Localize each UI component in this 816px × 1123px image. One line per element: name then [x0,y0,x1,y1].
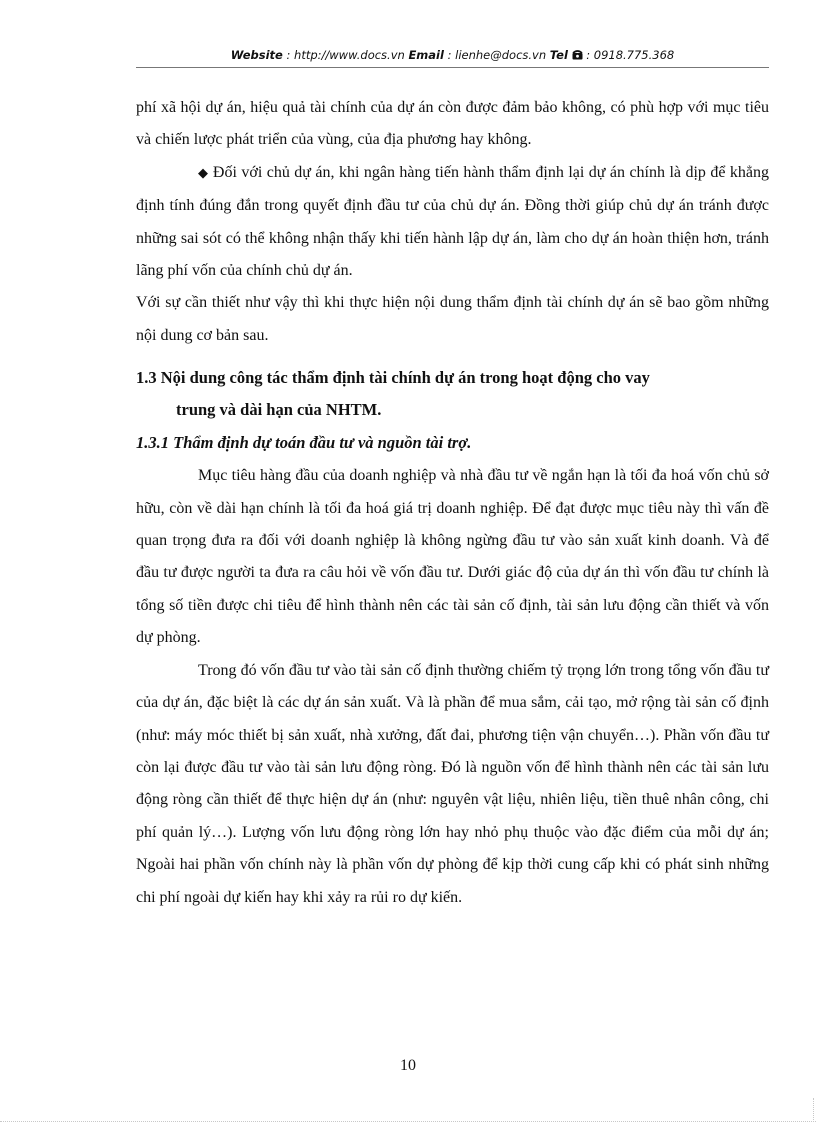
page-bottom-border [0,1121,816,1122]
paragraph-4: Mục tiêu hàng đầu của doanh nghiệp và nhà đầu tư về ngắn hạn là tối đa hoá vốn chủ sở hữu, còn về dài hạn chính là tối đa hoá giá trị doanh nghiệp. Để đạt được mục tiêu này thì vấn đề quan trọng đưa ra đối với doanh nghiệp là không ngừng đầu tư vào sản xuất kinh doanh. Và để đầu tư được người ta đưa ra câu hỏi về vốn đầu tư. Dưới giác độ của dự án thì vốn đầu tư chính là tổng số tiền được chi tiêu để hình thành nên các tài sản cố định, tài sản lưu động cần thiết và vốn dự phòng. [136,467,769,647]
website-value: : http://www.docs.vn [282,48,409,62]
tel-value: : 0918.775.368 [586,48,675,62]
email-value: : lienhe@docs.vn [443,48,550,62]
subsection-heading-1-3-1: 1.3.1 Thẩm định dự toán đầu tư và nguồn tài trợ. [136,433,472,453]
document-body [136,92,769,914]
diamond-bullet-icon: ◆ [198,165,209,181]
page-number: 10 [400,1057,416,1074]
website-label: Website [230,48,283,62]
section-heading-1-3 [136,362,769,426]
paragraph-2-text: Đối với chủ dự án, khi ngân hàng tiến hành thẩm định lại dự án chính là dịp để khẳng định tính đúng đắn trong quyết định đầu tư của chủ dự án. Đồng thời giúp chủ dự án tránh được những sai sót có thể không nhận thấy khi tiến hành lập dự án, làm cho dự án hoàn thiện hơn, tránh lãng phí vốn của chính chủ dự án. [136,163,770,280]
paragraph-bullet [136,157,769,288]
page-header [136,48,769,68]
paragraph-1: phí xã hội dự án, hiệu quả tài chính của dự án còn được đảm bảo không, có phù hợp với mục tiêu và chiến lược phát triển của vùng, của địa phương hay không. [136,99,769,149]
section-heading-line-1: 1.3 Nội dung công tác thẩm định tài chính dự án trong hoạt động cho vay [136,368,650,388]
email-label: Email [408,48,444,62]
paragraph-3: Với sự cần thiết như vậy thì khi thực hiện nội dung thẩm định tài chính dự án sẽ bao gồm những nội dung cơ bản sau. [136,294,769,344]
section-heading-line-2: trung và dài hạn của NHTM. [176,400,382,420]
tel-label: Tel [549,48,568,62]
phone-icon [572,48,587,62]
page-edge-marker [805,1098,814,1120]
paragraph-5: Trong đó vốn đầu tư vào tài sản cố định thường chiếm tỷ trọng lớn trong tổng vốn đầu tư của dự án, đặc biệt là các dự án sản xuất. Và là phần để mua sắm, cải tạo, mở rộng tài sản cố định (như: máy móc thiết bị sản xuất, nhà xưởng, đất đai, phương tiện vận chuyển…). Phần vốn đầu tư còn lại được đầu tư vào tài sản lưu động ròng. Đó là nguồn vốn để hình thành nên các tài sản lưu động ròng cần thiết để thực hiện dự án (như: nguyên vật liệu, nhiên liệu, tiền thuê nhân công, chi phí quản lý…). Lượng vốn lưu động ròng lớn hay nhỏ phụ thuộc vào đặc điểm của mỗi dự án; Ngoài hai phần vốn chính này là phần vốn dự phòng để kịp thời cung cấp khi có phát sinh những chi phí ngoài dự kiến hay khi xảy ra rủi ro dự kiến. [136,661,769,906]
header-rule [136,67,769,68]
